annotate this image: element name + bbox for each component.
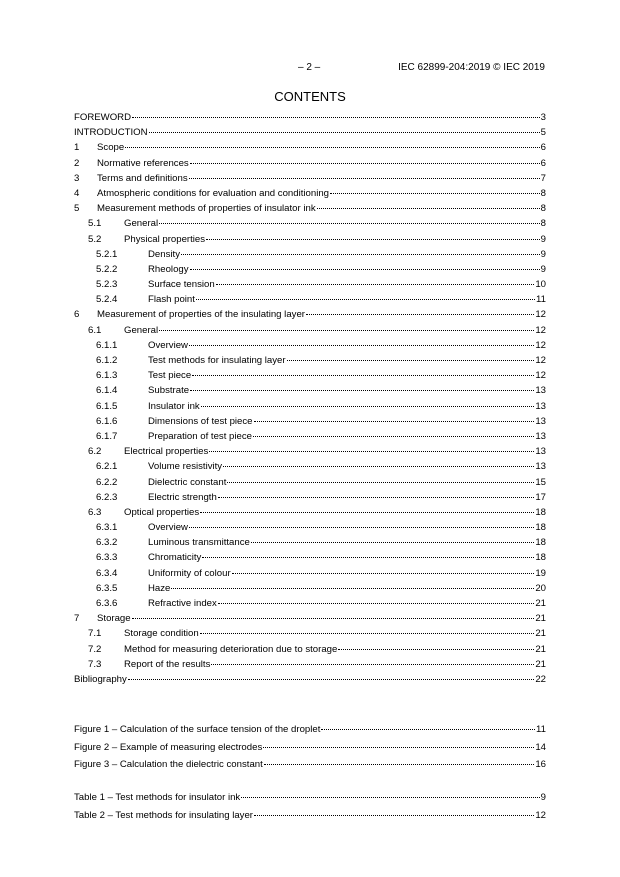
- toc-entry-title: Figure 1 – Calculation of the surface tension of the droplet: [74, 724, 321, 735]
- toc-entry-number: 6.1.5: [96, 400, 118, 412]
- dot-leader: [190, 163, 540, 164]
- toc-entry-page: 9: [540, 792, 546, 803]
- toc-entry[interactable]: [74, 218, 546, 233]
- toc-entry[interactable]: [74, 249, 546, 264]
- dot-leader: [189, 345, 534, 346]
- toc-entry-title: Storage condition: [124, 628, 199, 640]
- toc-entry-number: 6.3.2: [96, 537, 118, 549]
- toc-entry[interactable]: [74, 598, 546, 613]
- dot-leader: [190, 269, 540, 270]
- list-of-figures: [74, 724, 546, 777]
- toc-entry-page: 9: [540, 263, 546, 275]
- toc-entry[interactable]: [74, 613, 546, 628]
- toc-entry-page: 6: [540, 157, 546, 169]
- toc-entry-page: 11: [536, 724, 546, 735]
- dot-leader: [211, 664, 534, 665]
- toc-entry-page: 12: [535, 324, 546, 336]
- toc-entry[interactable]: [74, 370, 546, 385]
- toc-entry-number: 6.2.2: [96, 476, 118, 488]
- toc-entry[interactable]: [74, 158, 546, 173]
- dot-leader: [200, 512, 534, 513]
- dot-leader: [149, 132, 540, 133]
- toc-entry-title: Haze: [148, 582, 171, 594]
- toc-entry-page: 8: [540, 187, 546, 199]
- toc-entry-page: 8: [540, 218, 546, 230]
- toc-entry-title: Chromaticity: [148, 552, 202, 564]
- toc-entry-title: Insulator ink: [148, 400, 200, 412]
- toc-entry-title: Measurement methods of properties of insulator ink: [97, 203, 316, 215]
- toc-entry-title: Normative references: [97, 157, 189, 169]
- toc-entry[interactable]: [74, 173, 546, 188]
- toc-entry-number: 6.3.1: [96, 522, 118, 534]
- dot-leader: [159, 330, 534, 331]
- dot-leader: [223, 466, 534, 467]
- toc-entry-title: Storage: [97, 613, 131, 625]
- toc-entry[interactable]: [74, 234, 546, 249]
- toc-entry-title: INTRODUCTION: [74, 127, 148, 139]
- toc-entry-number: 7.3: [88, 658, 102, 670]
- page-header: [0, 62, 620, 76]
- toc-entry-number: 6.2.1: [96, 461, 118, 473]
- toc-entry-number: 6.1.2: [96, 355, 118, 366]
- dot-leader: [330, 193, 540, 194]
- toc-entry-page: 3: [540, 112, 546, 123]
- toc-entry-page: 13: [535, 415, 546, 427]
- toc-entry-number: 5.2.1: [96, 248, 118, 260]
- toc-entry-title: Scope: [97, 142, 125, 154]
- dot-leader: [196, 299, 535, 300]
- toc-entry-title: Dielectric constant: [148, 476, 227, 488]
- dot-leader: [189, 178, 540, 179]
- toc-entry-number: 6.3: [88, 506, 102, 518]
- dot-leader: [209, 451, 534, 452]
- toc-entry-number: 7: [74, 613, 80, 625]
- toc-entry-page: 13: [535, 430, 546, 442]
- toc-entry-title: Table 1 – Test methods for insulator ink: [74, 792, 241, 803]
- dot-leader: [200, 633, 535, 634]
- toc-entry-title: Table 2 – Test methods for insulating layer: [74, 809, 254, 821]
- toc-entry[interactable]: [74, 461, 546, 476]
- toc-entry-title: Terms and definitions: [97, 172, 188, 184]
- toc-entry-page: 21: [535, 643, 546, 655]
- toc-entry-page: 13: [535, 400, 546, 412]
- toc-entry-title: Optical properties: [124, 506, 200, 518]
- toc-entry-page: 21: [535, 613, 546, 625]
- toc-entry-page: 12: [535, 355, 546, 366]
- toc-entry-number: 6.3.5: [96, 582, 118, 594]
- toc-entry[interactable]: [74, 264, 546, 279]
- dot-leader: [216, 284, 535, 285]
- toc-entry-number: 4: [74, 187, 80, 199]
- toc-entry-title: Flash point: [148, 294, 195, 306]
- dot-leader: [189, 527, 534, 528]
- toc-entry[interactable]: [74, 127, 546, 142]
- dot-leader: [181, 254, 540, 255]
- toc-entry-number: 7.1: [88, 628, 102, 640]
- toc-entry[interactable]: [74, 385, 546, 400]
- dot-leader: [206, 239, 540, 240]
- toc-entry-title: Report of the results: [124, 658, 211, 670]
- toc-entry-number: 6.1.6: [96, 415, 118, 427]
- toc-entry-title: Electric strength: [148, 491, 217, 503]
- dot-leader: [125, 147, 539, 148]
- toc-entry-page: 22: [535, 673, 546, 685]
- toc-entry-number: 5: [74, 203, 80, 215]
- toc-entry-number: 2: [74, 157, 80, 169]
- toc-entry[interactable]: [74, 492, 546, 507]
- toc-entry-title: Overview: [148, 522, 188, 534]
- toc-entry[interactable]: [74, 142, 546, 157]
- toc-entry-page: 12: [535, 370, 546, 382]
- toc-entry-title: FOREWORD: [74, 112, 132, 123]
- toc-entry-title: Test piece: [148, 370, 192, 382]
- toc-entry[interactable]: [74, 112, 546, 127]
- toc-entry-page: 15: [535, 476, 546, 488]
- toc-entry-page: 12: [535, 309, 546, 321]
- toc-entry-title: Figure 2 – Example of measuring electrodes: [74, 741, 263, 753]
- list-of-tables: [74, 792, 546, 827]
- toc-entry[interactable]: [74, 674, 546, 689]
- toc-entry-number: 6.1.3: [96, 370, 118, 382]
- toc-entry[interactable]: [74, 355, 546, 370]
- toc-entry[interactable]: [74, 325, 546, 340]
- toc-entry-title: Surface tension: [148, 279, 215, 291]
- toc-entry-page: 9: [540, 233, 546, 245]
- page-number: – 2 –: [298, 62, 321, 73]
- toc-entry[interactable]: [74, 742, 546, 760]
- page-title: CONTENTS: [274, 89, 346, 104]
- toc-entry-title: General: [124, 324, 159, 336]
- toc-entry-number: 6.1.7: [96, 430, 118, 442]
- dot-leader: [171, 588, 534, 589]
- dot-leader: [232, 573, 535, 574]
- toc-entry-title: Electrical properties: [124, 446, 209, 458]
- toc-entry-title: Substrate: [148, 385, 190, 397]
- dot-leader: [254, 815, 534, 816]
- dot-leader: [202, 557, 534, 558]
- toc-entry-number: 3: [74, 172, 80, 184]
- toc-entry-number: 6.1.1: [96, 339, 118, 351]
- toc-entry-page: 7: [540, 172, 546, 184]
- toc-entry[interactable]: [74, 724, 546, 742]
- toc-entry[interactable]: [74, 568, 546, 583]
- dot-leader: [287, 360, 535, 361]
- toc-entry[interactable]: [74, 340, 546, 355]
- dot-leader: [253, 436, 534, 437]
- toc-entry[interactable]: [74, 552, 546, 567]
- toc-entry[interactable]: [74, 583, 546, 598]
- toc-entry-page: 12: [535, 339, 546, 351]
- document-reference: IEC 62899-204:2019 © IEC 2019: [398, 62, 545, 73]
- toc-entry-page: 5: [540, 127, 546, 139]
- toc-entry-title: General: [124, 218, 159, 230]
- toc-entry-title: Physical properties: [124, 233, 206, 245]
- toc-entry-number: 5.2.4: [96, 294, 118, 306]
- dot-leader: [201, 406, 535, 407]
- toc-entry-number: 6.1.4: [96, 385, 118, 397]
- dot-leader: [218, 497, 535, 498]
- toc-entry-page: 10: [535, 279, 546, 291]
- dot-leader: [306, 314, 534, 315]
- toc-entry-page: 18: [535, 537, 546, 549]
- toc-entry-title: Figure 3 – Calculation the dielectric constant: [74, 759, 263, 770]
- toc-entry-number: 6.3.3: [96, 552, 118, 564]
- toc-entry-number: 6: [74, 309, 80, 321]
- toc-entry[interactable]: [74, 188, 546, 203]
- dot-leader: [159, 223, 540, 224]
- dot-leader: [241, 797, 539, 798]
- toc-entry-page: 18: [535, 552, 546, 564]
- dot-leader: [190, 390, 534, 391]
- toc-entry-page: 18: [535, 506, 546, 518]
- toc-entry-page: 20: [535, 582, 546, 594]
- toc-entry[interactable]: [74, 628, 546, 643]
- toc-entry-page: 21: [535, 628, 546, 640]
- toc-entry-number: 5.2.3: [96, 279, 118, 291]
- toc-entry-title: Overview: [148, 339, 188, 351]
- toc-entry-title: Luminous transmittance: [148, 537, 250, 549]
- toc-entry-page: 13: [535, 461, 546, 473]
- toc-entry-number: 6.1: [88, 324, 102, 336]
- toc-entry-number: 5.1: [88, 218, 102, 230]
- toc-entry-page: 21: [535, 598, 546, 609]
- toc-entry-number: 6.3.6: [96, 598, 118, 609]
- toc-entry-page: 18: [535, 522, 546, 534]
- toc-entry-page: 19: [535, 567, 546, 579]
- dot-leader: [192, 375, 534, 376]
- toc-entry[interactable]: [74, 522, 546, 537]
- dot-leader: [251, 542, 534, 543]
- toc-entry[interactable]: [74, 294, 546, 309]
- toc-entry-title: Preparation of test piece: [148, 430, 252, 442]
- toc-entry-number: 1: [74, 142, 80, 154]
- toc-entry-page: 6: [540, 142, 546, 154]
- toc-entry-page: 9: [540, 248, 546, 260]
- toc-entry[interactable]: [74, 279, 546, 294]
- toc-entry-title: Atmospheric conditions for evaluation and conditioning: [97, 187, 329, 199]
- dot-leader: [132, 618, 535, 619]
- toc-entry[interactable]: [74, 203, 546, 218]
- toc-entry[interactable]: [74, 810, 546, 828]
- toc-entry[interactable]: [74, 431, 546, 446]
- toc-entry[interactable]: [74, 401, 546, 416]
- toc-entry-number: 7.2: [88, 643, 102, 655]
- dot-leader: [132, 117, 540, 118]
- toc-entry-title: Test methods for insulating layer: [148, 355, 286, 366]
- toc-entry-page: 14: [535, 741, 546, 753]
- toc-entry-number: 5.2: [88, 233, 102, 245]
- dot-leader: [338, 649, 534, 650]
- toc-entry-title: Refractive index: [148, 598, 217, 609]
- toc-entry-title: Dimensions of test piece: [148, 415, 253, 427]
- toc-entry[interactable]: [74, 446, 546, 461]
- dot-leader: [218, 603, 535, 604]
- dot-leader: [227, 482, 534, 483]
- toc-entry-page: 13: [535, 446, 546, 458]
- toc-entry-page: 17: [535, 491, 546, 503]
- toc-entry-page: 11: [536, 294, 546, 306]
- dot-leader: [128, 679, 535, 680]
- toc-entry-title: Method for measuring deterioration due to storage: [124, 643, 338, 655]
- toc-entry-number: 6.2: [88, 446, 102, 458]
- toc-entry[interactable]: [74, 309, 546, 324]
- table-of-contents: [74, 112, 546, 689]
- toc-entry[interactable]: [74, 477, 546, 492]
- toc-entry-number: 6.3.4: [96, 567, 118, 579]
- dot-leader: [317, 208, 540, 209]
- toc-entry[interactable]: [74, 507, 546, 522]
- dot-leader: [263, 747, 534, 748]
- toc-entry-title: Volume resistivity: [148, 461, 223, 473]
- toc-entry[interactable]: [74, 792, 546, 810]
- toc-entry-title: Bibliography: [74, 673, 127, 685]
- toc-entry-page: 8: [540, 203, 546, 215]
- toc-entry[interactable]: [74, 659, 546, 674]
- toc-entry-page: 12: [535, 809, 546, 821]
- toc-entry[interactable]: [74, 537, 546, 552]
- toc-entry-title: Density: [148, 248, 180, 260]
- dot-leader: [254, 421, 535, 422]
- toc-entry-title: Uniformity of colour: [148, 567, 231, 579]
- toc-entry[interactable]: [74, 416, 546, 431]
- toc-entry-number: 6.2.3: [96, 491, 118, 503]
- toc-entry[interactable]: [74, 759, 546, 777]
- toc-entry[interactable]: [74, 644, 546, 659]
- dot-leader: [264, 764, 535, 765]
- toc-entry-page: 21: [535, 658, 546, 670]
- toc-entry-page: 16: [535, 759, 546, 770]
- dot-leader: [321, 729, 535, 730]
- toc-entry-page: 13: [535, 385, 546, 397]
- toc-entry-title: Rheology: [148, 263, 189, 275]
- toc-entry-title: Measurement of properties of the insulating layer: [97, 309, 305, 321]
- toc-entry-number: 5.2.2: [96, 263, 118, 275]
